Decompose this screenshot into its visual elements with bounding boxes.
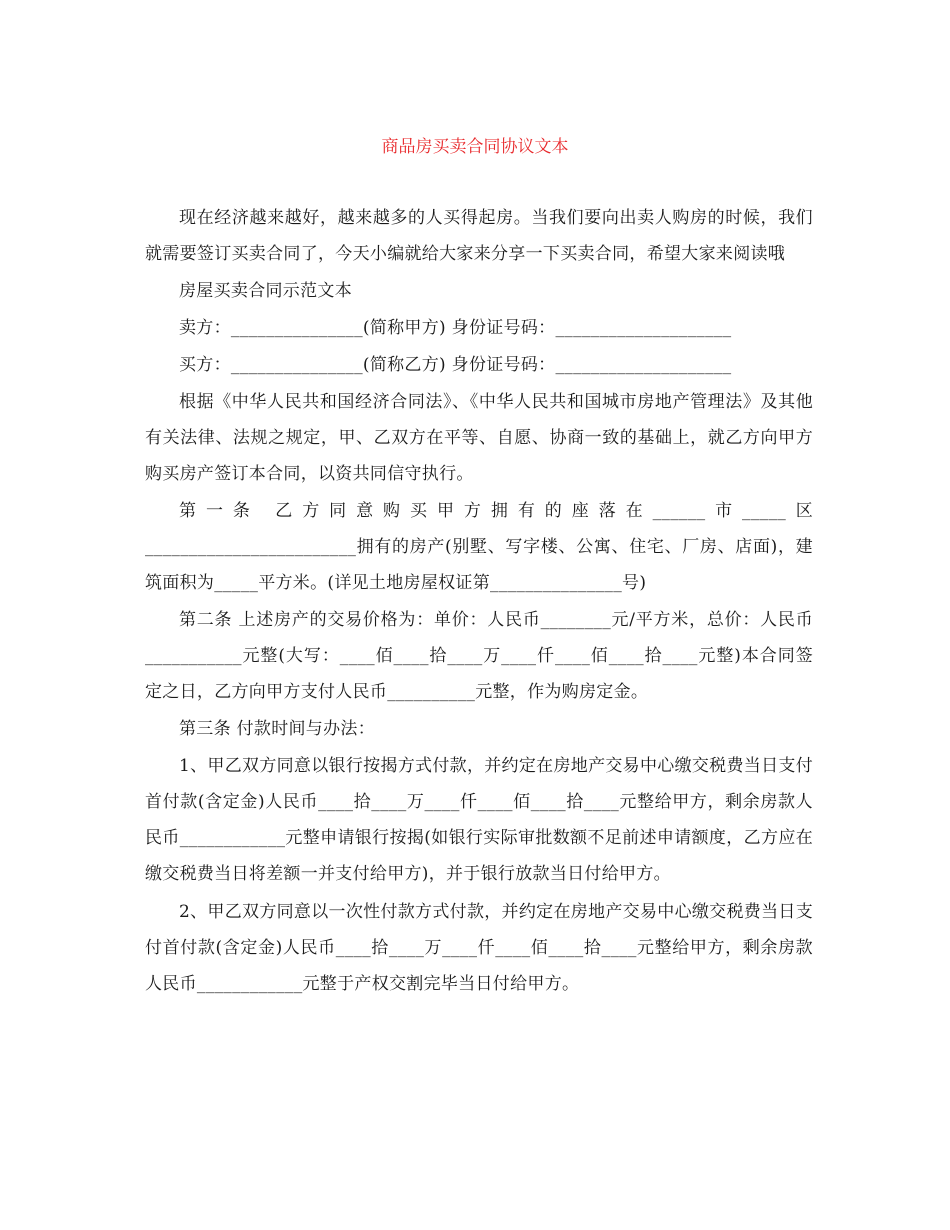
payment-method-1-paragraph: 1、甲乙双方同意以银行按揭方式付款，并约定在房地产交易中心缴交税费当日支付首付款(含定金)人民币____拾____万____仟____佰____拾____元整给甲方，剩余房款人民币____________元整申请银行按揭(如银行实际审批数额不足前述申请额度，乙方应在缴交税费当日将差额一并支付给甲方)，并于银行放款当日付给甲方。 xyxy=(145,756,813,884)
template-heading: 房屋买卖合同示范文本 xyxy=(179,281,352,301)
seller-line: 卖方：_______________(简称甲方) 身份证号码：____________________ xyxy=(179,318,732,338)
document-body xyxy=(145,200,813,1003)
article-2-paragraph: 第二条 上述房产的交易价格为：单价：人民币________元/平方米，总价：人民币___________元整(大写：____佰____拾____万____仟____佰____拾____元整)本合同签定之日，乙方向甲方支付人民币__________元整，作为购房定金。 xyxy=(145,610,813,702)
document-title: 商品房买卖合同协议文本 xyxy=(381,137,569,157)
article-3-heading: 第三条 付款时间与办法： xyxy=(179,719,376,739)
intro-paragraph: 现在经济越来越好，越来越多的人买得起房。当我们要向出卖人购房的时候，我们就需要签订买卖合同了，今天小编就给大家来分享一下买卖合同，希望大家来阅读哦 xyxy=(145,208,813,264)
legal-basis-paragraph: 根据《中华人民共和国经济合同法》、《中华人民共和国城市房地产管理法》及其他有关法律、法规之规定，甲、乙双方在平等、自愿、协商一致的基础上，就乙方向甲方购买房产签订本合同，以资共同信守执行。 xyxy=(145,392,813,484)
article-1-paragraph: 第一条 乙方同意购买甲方拥有的座落在______市_____区________________________拥有的房产(别墅、写字楼、公寓、住宅、厂房、店面)，建筑面积为_____平方米。(详见土地房屋权证第_______________号) xyxy=(145,501,813,593)
payment-method-2-paragraph: 2、甲乙双方同意以一次性付款方式付款，并约定在房地产交易中心缴交税费当日支付首付款(含定金)人民币____拾____万____仟____佰____拾____元整给甲方，剩余房款人民币____________元整于产权交割完毕当日付给甲方。 xyxy=(145,902,813,994)
buyer-line: 买方：_______________(简称乙方) 身份证号码：____________________ xyxy=(179,355,732,375)
